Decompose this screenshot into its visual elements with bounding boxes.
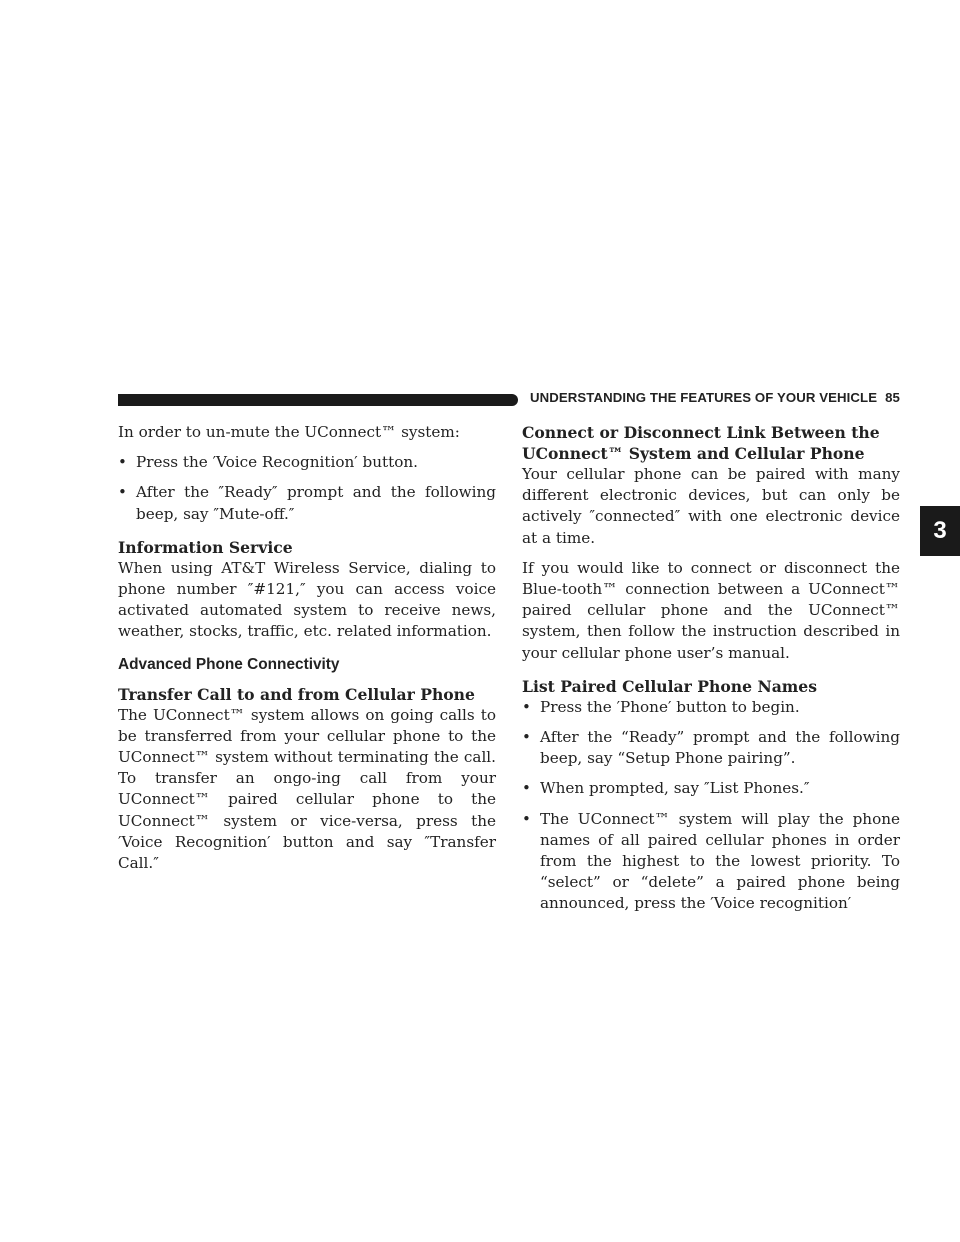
transfer-call-heading: Transfer Call to and from Cellular Phone xyxy=(118,684,475,704)
list-item: • Press the ′Voice Recognition′ button. xyxy=(118,452,496,473)
running-header xyxy=(530,390,910,410)
unmute-bullet-list xyxy=(118,452,496,525)
chapter-tab: 3 xyxy=(920,506,960,556)
transfer-call-body: The UConnect™ system allows on going calls to be transferred from your cellular phone to the UConnect™ system without terminating the call. To transfer an ongo-ing call from your UConnect™ paired cellular phone to the UConnect™ system or vice-versa, press the ′Voice Recognition′ button and say ″Transfer Call.″ xyxy=(118,705,496,873)
list-paired-bullet-list xyxy=(522,697,900,915)
unmute-intro: In order to un-mute the UConnect™ system: xyxy=(118,423,460,441)
connect-body-2: If you would like to connect or disconnect the Blue-tooth™ connection between a UConnect™ paired cellular phone and the UConnect™ system, then follow the instruction described in your cellular phone user’s manual. xyxy=(522,558,900,662)
bullet-icon: • xyxy=(522,779,531,798)
header-rule xyxy=(118,394,518,406)
list-item: • The UConnect™ system will play the phone names of all paired cellular phones in order from the highest to the lowest priority. To “select” or “delete” a paired phone being announced, press the ′Voice recognition′ xyxy=(522,809,900,913)
connect-disconnect-heading: Connect or Disconnect Link Between the UConnect™ System and Cellular Phone xyxy=(522,423,880,463)
right-column xyxy=(522,422,900,924)
page-number: 85 xyxy=(885,390,900,405)
connect-body-1: Your cellular phone can be paired with many different electronic devices, but can only be actively ″connected″ with one electronic device at a time. xyxy=(522,465,900,547)
advanced-connectivity-heading: Advanced Phone Connectivity xyxy=(118,655,340,673)
list-item: • After the ″Ready″ prompt and the following beep, say ″Mute-off.″ xyxy=(118,483,496,523)
list-item: • When prompted, say ″List Phones.″ xyxy=(522,778,900,799)
list-paired-heading: List Paired Cellular Phone Names xyxy=(522,676,818,696)
left-column xyxy=(118,422,496,883)
bullet-icon: • xyxy=(522,697,531,716)
list-item: • Press the ′Phone′ button to begin. xyxy=(522,697,900,718)
bullet-icon: • xyxy=(118,483,127,502)
list-item: • After the “Ready” prompt and the following beep, say “Setup Phone pairing”. xyxy=(522,728,900,768)
bullet-icon: • xyxy=(522,809,531,828)
bullet-icon: • xyxy=(522,728,531,747)
header-title: UNDERSTANDING THE FEATURES OF YOUR VEHICLE xyxy=(530,390,878,405)
information-service-body: When using AT&T Wireless Service, dialing to phone number ″#121,″ you can access voice activated automated system to receive news, weather, stocks, traffic, etc. related information. xyxy=(118,558,496,641)
bullet-icon: • xyxy=(118,453,127,472)
information-service-heading: Information Service xyxy=(118,537,293,557)
